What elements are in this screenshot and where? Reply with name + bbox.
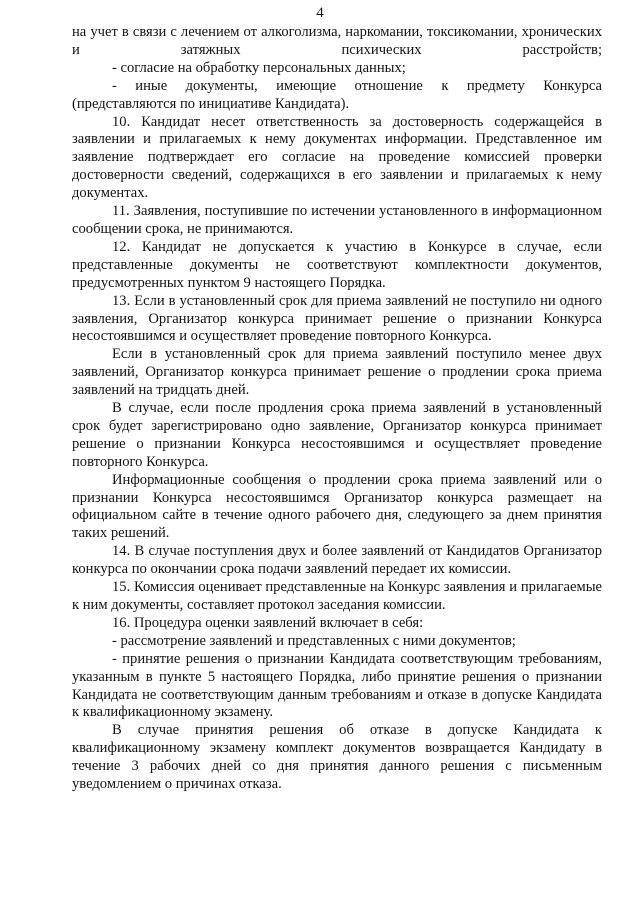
page-number: 4 (316, 5, 324, 21)
document-body (72, 24, 602, 794)
paragraph-info-messages: Информационные сообщения о продлении срока приема заявлений или о признании Конкурса несостоявшимся Организатор конкурса размещает на официальном сайте в течение одного рабочего дня, следующего за днем принятия таких решений. (72, 471, 602, 542)
paragraph-decision-item: - принятие решения о признании Кандидата соответствующим требованиям, указанным в пункте 5 настоящего Порядка, либо принятие решения о признании Кандидата не соответствующим данным требованиям и отказе в допуске Кандидата к квалификационному экзамену. (72, 650, 602, 721)
paragraph-clause-14: 14. В случае поступления двух и более заявлений от Кандидатов Организатор конкурса по окончании срока подачи заявлений передает их комиссии. (72, 543, 602, 578)
paragraph-clause-12: 12. Кандидат не допускается к участию в Конкурсе в случае, если представленные документы не соответствуют комплектности документов, предусмотренных пунктом 9 настоящего Порядка. (72, 238, 602, 291)
paragraph-single-application: В случае, если после продления срока приема заявлений в установленный срок будет зарегистрировано одно заявление, Организатор конкурса принимает решение о признании Конкурса несостоявшимся и осуществляет проведение повторного Конкурса. (72, 400, 602, 470)
paragraph-continuation: на учет в связи с лечением от алкоголизма, наркомании, токсикомании, хронических и затяжных психических расстройств; (72, 24, 602, 58)
paragraph-extension: Если в установленный срок для приема заявлений поступило менее двух заявлений, Организатор конкурса принимает решение о продлении срока приема заявлений на тридцать дней. (72, 346, 602, 399)
paragraph-other-documents-item: - иные документы, имеющие отношение к предмету Конкурса (представляются по инициативе Кандидата). (72, 77, 602, 112)
paragraph-refusal: В случае принятия решения об отказе в допуске Кандидата к квалификационному экзамену комплект документов возвращается Кандидату в течение 3 рабочих дней со дня принятия данного решения с письменным уведомлением о причинах отказа. (72, 722, 602, 793)
paragraph-consent-item: - согласие на обработку персональных данных; (112, 59, 406, 76)
paragraph-clause-16: 16. Процедура оценки заявлений включает в себя: (112, 614, 424, 631)
paragraph-clause-10: 10. Кандидат несет ответственность за достоверность содержащейся в заявлении и прилагаемых к нему документах информации. Представленное им заявление подтверждает его согласие на проведение комиссией проверки достоверности сведений, содержащихся в его заявлении и прилагаемых к нему документах. (72, 113, 602, 202)
paragraph-review-item: - рассмотрение заявлений и представленных с ними документов; (112, 632, 516, 649)
paragraph-clause-15: 15. Комиссия оценивает представленные на Конкурс заявления и прилагаемые к ним документы, составляет протокол заседания комиссии. (72, 579, 602, 613)
paragraph-clause-13: 13. Если в установленный срок для приема заявлений не поступило ни одного заявления, Организатор конкурса принимает решение о признании Конкурса несостоявшимся и осуществляет проведение повторного Конкурса. (72, 292, 602, 345)
paragraph-clause-11: 11. Заявления, поступившие по истечении установленного в информационном сообщении срока, не принимаются. (72, 203, 602, 237)
